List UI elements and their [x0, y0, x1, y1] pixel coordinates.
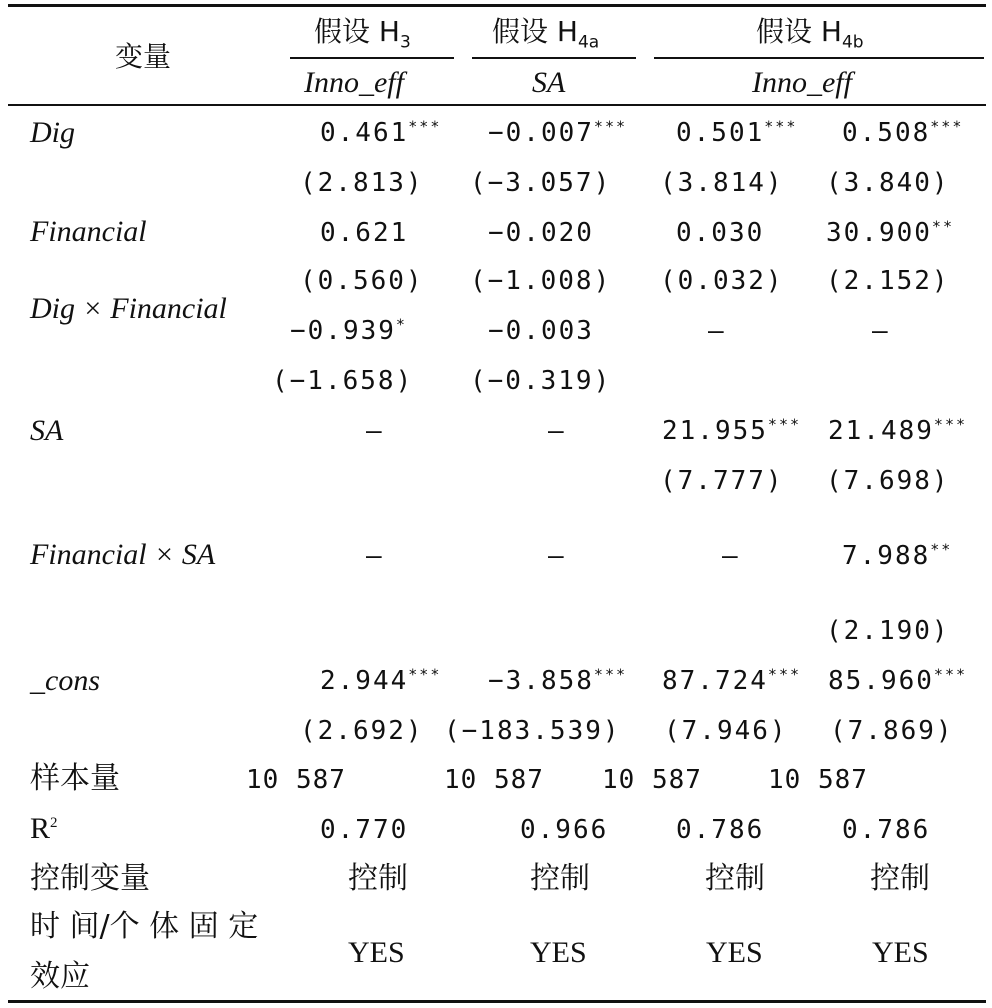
coef-dig-financial-4: —	[872, 316, 890, 346]
coef-financial-sa-2: —	[548, 541, 566, 571]
row-label-controls: 控制变量	[30, 861, 150, 896]
coef-dig-3: 0.501***	[676, 117, 798, 148]
control-2: 控制	[530, 861, 590, 896]
coef-dig-2: −0.007***	[488, 117, 628, 148]
coef-sa-1: —	[366, 416, 384, 446]
fe-4: YES	[872, 936, 929, 969]
coef-financial-sa-3: —	[722, 541, 740, 571]
header-rule-h4b	[654, 57, 984, 59]
t-cons-1: (2.692)	[300, 716, 424, 746]
r2-2: 0.966	[520, 815, 609, 845]
row-label-sample-size: 样本量	[30, 761, 120, 796]
dep-h4a: SA	[532, 66, 566, 99]
t-financial-3: (0.032)	[660, 266, 784, 296]
row-label-cons: _cons	[30, 664, 100, 697]
t-cons-3: (7.946)	[664, 716, 788, 746]
coef-dig-4: 0.508***	[842, 117, 964, 148]
n-3: 10 587	[602, 765, 702, 795]
group-h3-label: 假设 $H_3$	[314, 15, 411, 53]
t-financial-sa-4: (2.190)	[826, 616, 950, 646]
row-label-dig: Dig	[30, 116, 75, 149]
row-label-financial: Financial	[30, 215, 147, 248]
r2-1: 0.770	[320, 815, 409, 845]
coef-financial-sa-4: 7.988**	[842, 540, 953, 571]
t-dig-1: (2.813)	[300, 168, 424, 198]
coef-sa-4: 21.489***	[828, 415, 968, 446]
control-3: 控制	[705, 861, 765, 896]
coef-financial-3: 0.030	[676, 218, 765, 248]
header-bottom-rule	[8, 104, 986, 106]
t-sa-3: (7.777)	[660, 466, 784, 496]
n-2: 10 587	[444, 765, 544, 795]
coef-cons-4: 85.960***	[828, 665, 968, 696]
coef-financial-2: −0.020	[488, 218, 594, 248]
dep-h4b: Inno_eff	[752, 66, 852, 99]
coef-cons-2: −3.858***	[488, 665, 628, 696]
top-rule	[8, 4, 986, 7]
fe-1: YES	[348, 936, 405, 969]
control-1: 控制	[348, 861, 408, 896]
t-dig-3: (3.814)	[660, 168, 784, 198]
t-financial-2: (−1.008)	[470, 266, 612, 296]
coef-dig-1: 0.461***	[320, 117, 442, 148]
row-label-dig-financial: Dig × Financial	[30, 292, 227, 325]
t-dig-financial-2: (−0.319)	[470, 366, 612, 396]
coef-financial-1: 0.621	[320, 218, 409, 248]
group-h4b-label: 假设 $H_{4b}$	[756, 15, 864, 53]
t-cons-4: (7.869)	[830, 716, 954, 746]
row-label-fixed-effects-line1: 时 间/个 体 固 定	[30, 909, 259, 944]
row-label-sa: SA	[30, 414, 64, 447]
row-label-financial-sa: Financial × SA	[30, 538, 216, 571]
coef-financial-4: 30.900**	[826, 217, 954, 248]
r2-3: 0.786	[676, 815, 765, 845]
coef-sa-3: 21.955***	[662, 415, 802, 446]
variable-header: 变量	[115, 40, 172, 73]
header-rule-h3	[290, 57, 454, 59]
fe-2: YES	[530, 936, 587, 969]
t-cons-2: (−183.539)	[444, 716, 621, 746]
n-1: 10 587	[246, 765, 346, 795]
control-4: 控制	[870, 861, 930, 896]
t-dig-4: (3.840)	[826, 168, 950, 198]
t-sa-4: (7.698)	[826, 466, 950, 496]
row-label-r2: $R^2$	[30, 812, 58, 845]
group-h4a-label: 假设 $H_{4a}$	[492, 15, 600, 53]
t-financial-4: (2.152)	[826, 266, 950, 296]
coef-cons-3: 87.724***	[662, 665, 802, 696]
t-dig-2: (−3.057)	[470, 168, 612, 198]
r2-4: 0.786	[842, 815, 931, 845]
t-dig-financial-1: (−1.658)	[272, 366, 414, 396]
n-4: 10 587	[768, 765, 868, 795]
coef-sa-2: —	[548, 416, 566, 446]
coef-cons-1: 2.944***	[320, 665, 442, 696]
coef-financial-sa-1: —	[366, 541, 384, 571]
dep-h3: Inno_eff	[304, 66, 404, 99]
bottom-rule	[8, 1000, 986, 1003]
coef-dig-financial-3: —	[708, 316, 726, 346]
fe-3: YES	[706, 936, 763, 969]
t-financial-1: (0.560)	[300, 266, 424, 296]
coef-dig-financial-1: −0.939*	[290, 315, 407, 346]
coef-dig-financial-2: −0.003	[488, 316, 594, 346]
row-label-fixed-effects-line2: 效应	[30, 959, 90, 994]
header-rule-h4a	[472, 57, 636, 59]
